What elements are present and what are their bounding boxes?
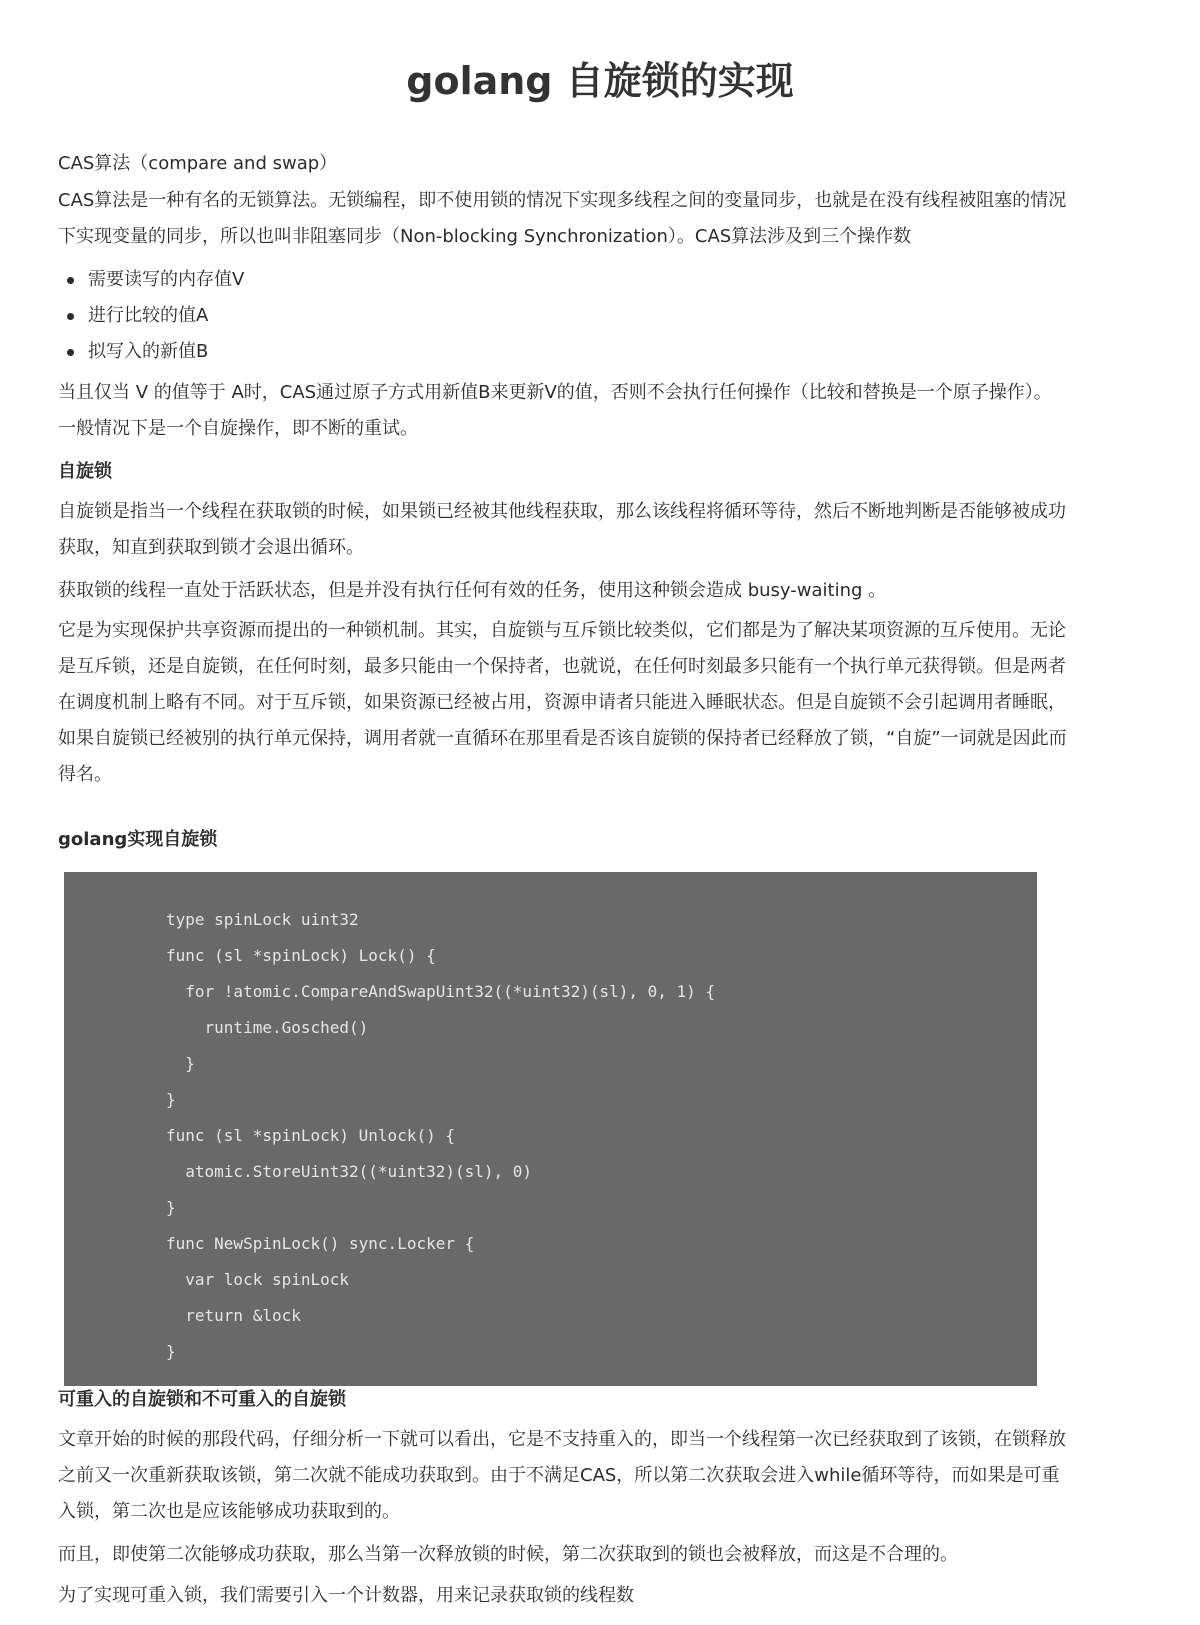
spin-paragraph-1	[58, 494, 1148, 566]
reentrant-paragraph-2: 而且，即使第二次能够成功获取，那么当第一次释放锁的时候，第二次获取到的锁也会被释放，而这是不合理的。	[58, 1544, 958, 1565]
code-line: func (sl *spinLock) Unlock() {	[166, 1126, 455, 1145]
text-line: 下实现变量的同步，所以也叫非阻塞同步（Non-blocking Synchronization）。CAS算法涉及到三个操作数	[58, 226, 912, 247]
code-line: for !atomic.CompareAndSwapUint32((*uint32)(sl), 0, 1) {	[166, 982, 716, 1001]
text-line: 当且仅当 V 的值等于 A时，CAS通过原子方式用新值B来更新V的值，否则不会执行任何操作（比较和替换是一个原子操作）。	[58, 382, 1052, 403]
code-line: }	[166, 1054, 195, 1073]
text-line: 入锁，第二次也是应该能够成功获取到的。	[58, 1501, 400, 1522]
code-line: func (sl *spinLock) Lock() {	[166, 946, 436, 965]
code-line: }	[166, 1342, 176, 1361]
list-item: 拟写入的新值B	[58, 334, 1148, 370]
list-item: 进行比较的值A	[58, 298, 1148, 334]
text-line: 文章开始的时候的那段代码，仔细分析一下就可以看出，它是不支持重入的，即当一个线程第一次已经获取到了该锁，在锁释放	[58, 1429, 1066, 1450]
page-title: golang 自旋锁的实现	[406, 59, 794, 103]
text-line: 在调度机制上略有不同。对于互斥锁，如果资源已经被占用，资源申请者只能进入睡眠状态。但是自旋锁不会引起调用者睡眠，	[58, 692, 1066, 713]
text-line: 之前又一次重新获取该锁，第二次就不能成功获取到。由于不满足CAS，所以第二次获取会进入while循环等待，而如果是可重	[58, 1465, 1060, 1486]
code-line: }	[166, 1198, 176, 1217]
bullet-icon	[67, 313, 74, 320]
cas-heading: CAS算法（compare and swap）	[58, 153, 338, 174]
code-block	[64, 872, 1037, 1386]
list-item: 需要读写的内存值V	[58, 262, 1148, 298]
code-line: atomic.StoreUint32((*uint32)(sl), 0)	[166, 1162, 533, 1181]
text-line: 一般情况下是一个自旋操作，即不断的重试。	[58, 418, 418, 439]
code-line: var lock spinLock	[166, 1270, 350, 1289]
spin-paragraph-2: 获取锁的线程一直处于活跃状态，但是并没有执行任何有效的任务，使用这种锁会造成 busy-waiting 。	[58, 580, 887, 601]
code-line: return &lock	[166, 1306, 301, 1325]
spin-paragraph-3	[58, 613, 1148, 793]
text-line: 获取，知直到获取到锁才会退出循环。	[58, 537, 364, 558]
spin-heading: 自旋锁	[58, 461, 112, 482]
text-line: 得名。	[58, 764, 112, 785]
text-line: 是互斥锁，还是自旋锁，在任何时刻，最多只能由一个保持者，也就说，在任何时刻最多只能有一个执行单元获得锁。但是两者	[58, 656, 1066, 677]
golang-heading: golang实现自旋锁	[58, 829, 218, 850]
reentrant-heading: 可重入的自旋锁和不可重入的自旋锁	[58, 1389, 346, 1410]
code-line: type spinLock uint32	[166, 910, 359, 929]
reentrant-paragraph-3: 为了实现可重入锁，我们需要引入一个计数器，用来记录获取锁的线程数	[58, 1585, 634, 1606]
text-line: CAS算法是一种有名的无锁算法。无锁编程，即不使用锁的情况下实现多线程之间的变量同步，也就是在没有线程被阻塞的情况	[58, 190, 1067, 211]
text-line: 自旋锁是指当一个线程在获取锁的时候，如果锁已经被其他线程获取，那么该线程将循环等待，然后不断地判断是否能够被成功	[58, 501, 1066, 522]
text-line: 它是为实现保护共享资源而提出的一种锁机制。其实，自旋锁与互斥锁比较类似，它们都是为了解决某项资源的互斥使用。无论	[58, 620, 1066, 641]
cas-paragraph	[58, 183, 1148, 255]
code-line: func NewSpinLock() sync.Locker {	[166, 1234, 475, 1253]
reentrant-paragraph-1	[58, 1422, 1148, 1530]
cas-operand-list	[58, 262, 1148, 370]
bullet-icon	[67, 277, 74, 284]
text-line: 如果自旋锁已经被别的执行单元保持，调用者就一直循环在那里看是否该自旋锁的保持者已经释放了锁，“自旋”一词就是因此而	[58, 728, 1067, 749]
code-line: }	[166, 1090, 176, 1109]
cas-paragraph-2	[58, 375, 1148, 447]
bullet-icon	[67, 349, 74, 356]
code-line: runtime.Gosched()	[166, 1018, 369, 1037]
